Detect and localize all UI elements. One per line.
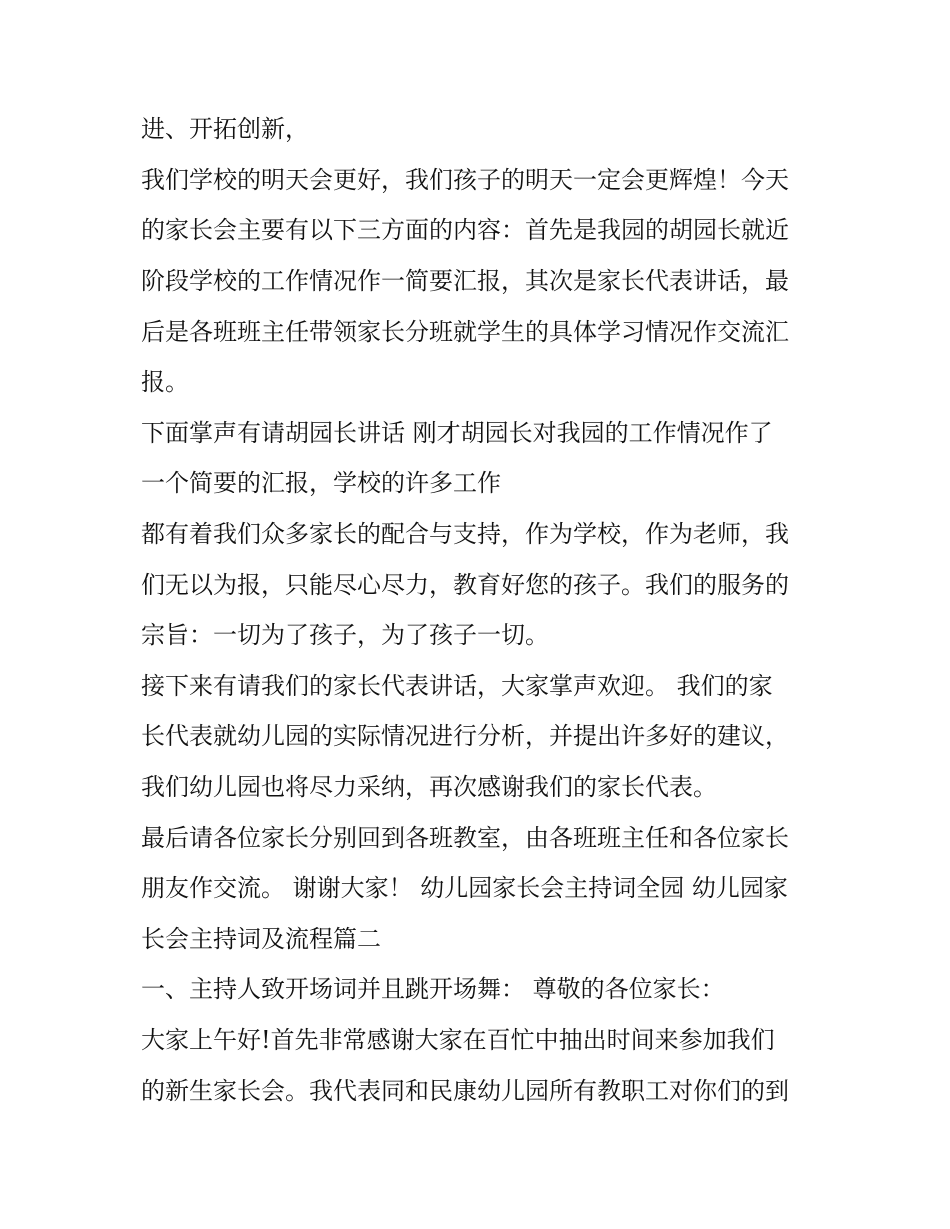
text-line: 一、主持人致开场词并且跳开场舞： 尊敬的各位家长： (141, 975, 725, 1003)
text-line: 长代表就幼儿园的实际情况进行分析，并提出许多好的建议， (141, 722, 789, 750)
text-line: 长会主持词及流程篇二 (141, 925, 381, 953)
text-line: 宗旨：一切为了孩子，为了孩子一切。 (141, 621, 549, 649)
text-line: 后是各班班主任带领家长分班就学生的具体学习情况作交流汇 (141, 318, 789, 346)
text-line: 最后请各位家长分别回到各班教室，由各班班主任和各位家长 (141, 824, 789, 852)
text-line: 我们学校的明天会更好，我们孩子的明天一定会更辉煌！今天 (141, 166, 789, 194)
text-line: 接下来有请我们的家长代表讲话，大家掌声欢迎。 我们的家 (141, 672, 773, 700)
text-line: 的新生家长会。我代表同和民康幼儿园所有教职工对你们的到 (141, 1077, 789, 1105)
text-line: 下面掌声有请胡园长讲话 刚才胡园长对我园的工作情况作了 (141, 419, 773, 447)
text-line: 阶段学校的工作情况作一简要汇报，其次是家长代表讲话，最 (141, 267, 789, 295)
text-line: 朋友作交流。 谢谢大家！ 幼儿园家长会主持词全园 幼儿园家 (141, 874, 788, 902)
text-line: 进、开拓创新， (141, 115, 309, 143)
text-line: 一个简要的汇报，学校的许多工作 (141, 469, 501, 497)
text-line: 都有着我们众多家长的配合与支持，作为学校，作为老师，我 (141, 520, 789, 548)
text-line: 的家长会主要有以下三方面的内容：首先是我园的胡园长就近 (141, 216, 789, 244)
text-line: 大家上午好!首先非常感谢大家在百忙中抽出时间来参加我们 (141, 1026, 775, 1054)
text-line: 我们幼儿园也将尽力采纳，再次感谢我们的家长代表。 (141, 773, 717, 801)
text-line: 们无以为报，只能尽心尽力，教育好您的孩子。我们的服务的 (141, 571, 789, 599)
text-line: 报。 (141, 368, 189, 396)
